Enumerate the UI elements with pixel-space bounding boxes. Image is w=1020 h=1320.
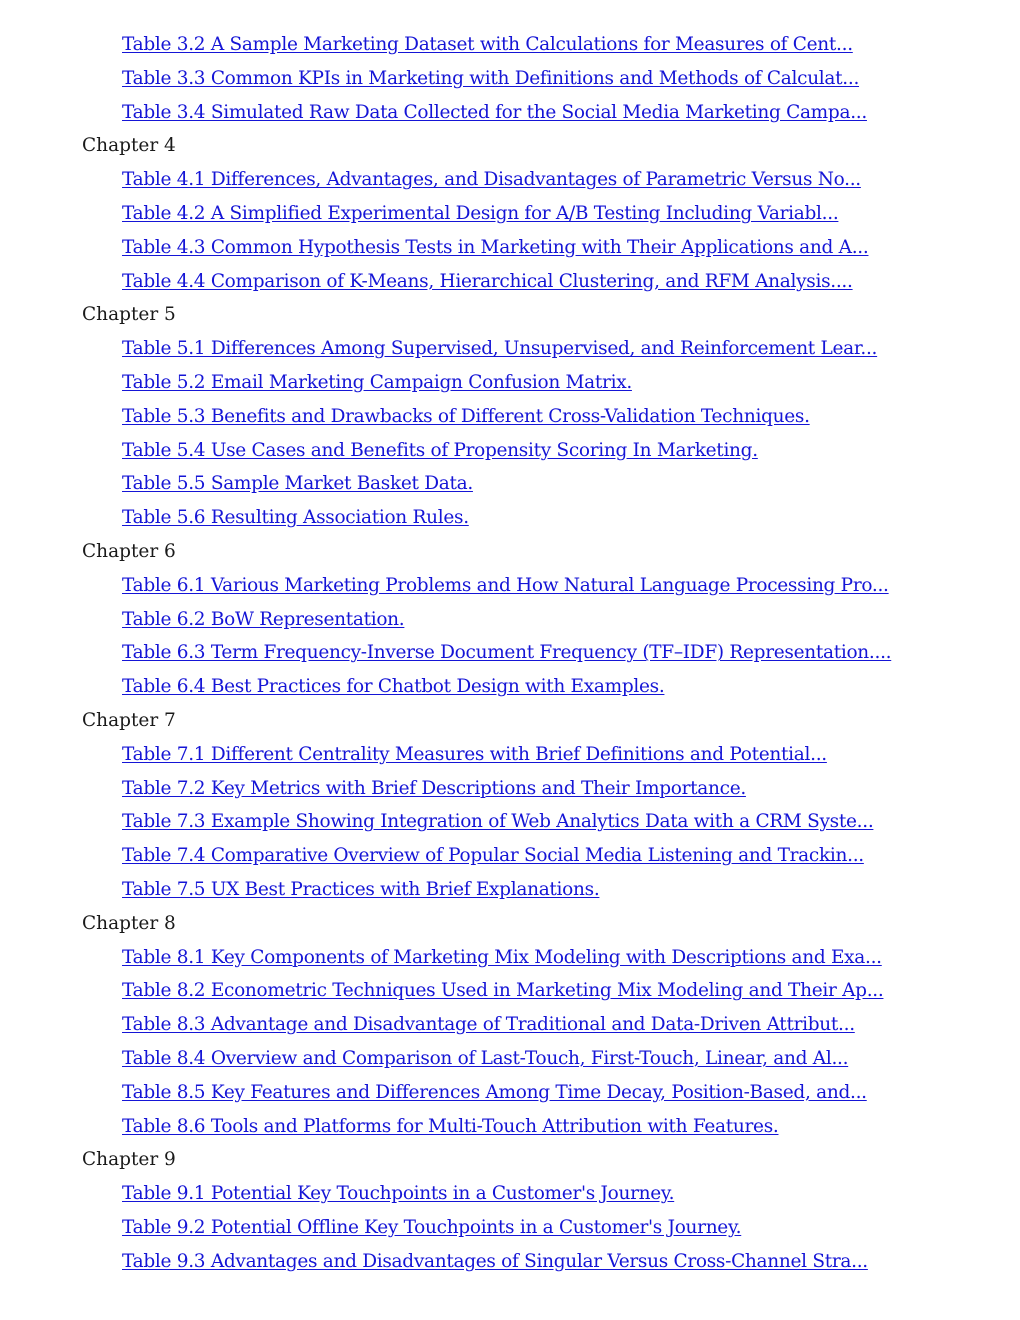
list-item	[0, 467, 1020, 501]
table-list	[0, 28, 1020, 1278]
list-item	[0, 1042, 1020, 1076]
table-link[interactable]: Table 8.4 Overview and Comparison of Last-Touch, First-Touch, Linear, and Al...	[122, 1047, 849, 1069]
chapter-heading: Chapter 4	[82, 135, 176, 157]
list-item	[0, 738, 1020, 772]
table-link[interactable]: Table 3.4 Simulated Raw Data Collected for the Social Media Marketing Campa...	[122, 101, 867, 123]
table-link[interactable]: Table 9.1 Potential Key Touchpoints in a Customer's Journey.	[122, 1183, 675, 1205]
chapter-heading: Chapter 7	[82, 709, 176, 731]
list-item	[0, 941, 1020, 975]
list-item	[0, 1211, 1020, 1245]
list-item	[0, 1245, 1020, 1279]
list-item	[0, 231, 1020, 265]
list-item	[0, 434, 1020, 468]
list-item	[0, 873, 1020, 907]
list-item	[0, 28, 1020, 62]
list-item	[0, 1110, 1020, 1144]
table-link[interactable]: Table 4.4 Comparison of K-Means, Hierarchical Clustering, and RFM Analysis....	[122, 270, 853, 292]
list-item	[0, 974, 1020, 1008]
list-item	[0, 805, 1020, 839]
table-link[interactable]: Table 5.1 Differences Among Supervised, Unsupervised, and Reinforcement Lear...	[122, 338, 878, 360]
list-item	[0, 1008, 1020, 1042]
list-item	[0, 96, 1020, 130]
table-link[interactable]: Table 5.2 Email Marketing Campaign Confusion Matrix.	[122, 371, 632, 393]
chapter-heading: Chapter 9	[82, 1149, 176, 1171]
table-link[interactable]: Table 9.2 Potential Offline Key Touchpoints in a Customer's Journey.	[122, 1216, 742, 1238]
list-item	[0, 400, 1020, 434]
table-link[interactable]: Table 5.5 Sample Market Basket Data.	[122, 473, 473, 495]
list-item	[0, 772, 1020, 806]
table-link[interactable]: Table 6.1 Various Marketing Problems and How Natural Language Processing Pro...	[122, 574, 889, 596]
table-link[interactable]: Table 9.3 Advantages and Disadvantages of Singular Versus Cross-Channel Stra...	[122, 1250, 868, 1272]
table-link[interactable]: Table 6.4 Best Practices for Chatbot Design with Examples.	[122, 676, 665, 698]
table-link[interactable]: Table 7.1 Different Centrality Measures with Brief Definitions and Potential...	[122, 743, 827, 765]
list-item	[0, 1076, 1020, 1110]
list-item	[0, 332, 1020, 366]
list-item	[0, 265, 1020, 299]
table-link[interactable]: Table 6.3 Term Frequency-Inverse Document Frequency (TF–IDF) Representation....	[122, 642, 892, 664]
list-item	[0, 197, 1020, 231]
table-link[interactable]: Table 7.2 Key Metrics with Brief Descriptions and Their Importance.	[122, 777, 746, 799]
list-item	[0, 163, 1020, 197]
list-item	[0, 501, 1020, 535]
chapter-heading: Chapter 6	[82, 540, 176, 562]
table-link[interactable]: Table 7.5 UX Best Practices with Brief Explanations.	[122, 878, 600, 900]
chapter-heading: Chapter 8	[82, 912, 176, 934]
table-link[interactable]: Table 6.2 BoW Representation.	[122, 608, 405, 630]
list-item	[0, 636, 1020, 670]
list-item	[0, 603, 1020, 637]
table-link[interactable]: Table 4.3 Common Hypothesis Tests in Marketing with Their Applications and A...	[122, 236, 869, 258]
table-link[interactable]: Table 8.1 Key Components of Marketing Mix Modeling with Descriptions and Exa...	[122, 946, 882, 968]
table-link[interactable]: Table 4.2 A Simplified Experimental Design for A/B Testing Including Variabl...	[122, 202, 839, 224]
table-link[interactable]: Table 4.1 Differences, Advantages, and Disadvantages of Parametric Versus No...	[122, 169, 861, 191]
list-item	[0, 839, 1020, 873]
list-item	[0, 1177, 1020, 1211]
table-link[interactable]: Table 8.2 Econometric Techniques Used in Marketing Mix Modeling and Their Ap...	[122, 980, 884, 1002]
table-link[interactable]: Table 3.2 A Sample Marketing Dataset with Calculations for Measures of Cent...	[122, 34, 853, 55]
list-item	[0, 569, 1020, 603]
table-link[interactable]: Table 5.6 Resulting Association Rules.	[122, 507, 469, 529]
table-link[interactable]: Table 5.4 Use Cases and Benefits of Propensity Scoring In Marketing.	[122, 439, 758, 461]
table-link[interactable]: Table 8.3 Advantage and Disadvantage of Traditional and Data-Driven Attribut...	[122, 1014, 855, 1036]
table-link[interactable]: Table 7.4 Comparative Overview of Popular Social Media Listening and Trackin...	[122, 845, 864, 867]
table-link[interactable]: Table 7.3 Example Showing Integration of Web Analytics Data with a CRM Syste...	[122, 811, 874, 833]
list-item	[0, 366, 1020, 400]
table-link[interactable]: Table 3.3 Common KPIs in Marketing with Definitions and Methods of Calculat...	[122, 67, 860, 89]
list-item	[0, 62, 1020, 96]
table-link[interactable]: Table 5.3 Benefits and Drawbacks of Different Cross-Validation Techniques.	[122, 405, 810, 427]
table-link[interactable]: Table 8.6 Tools and Platforms for Multi-Touch Attribution with Features.	[122, 1115, 779, 1137]
chapter-heading: Chapter 5	[82, 304, 176, 326]
table-link[interactable]: Table 8.5 Key Features and Differences Among Time Decay, Position-Based, and...	[122, 1081, 867, 1103]
list-item	[0, 670, 1020, 704]
